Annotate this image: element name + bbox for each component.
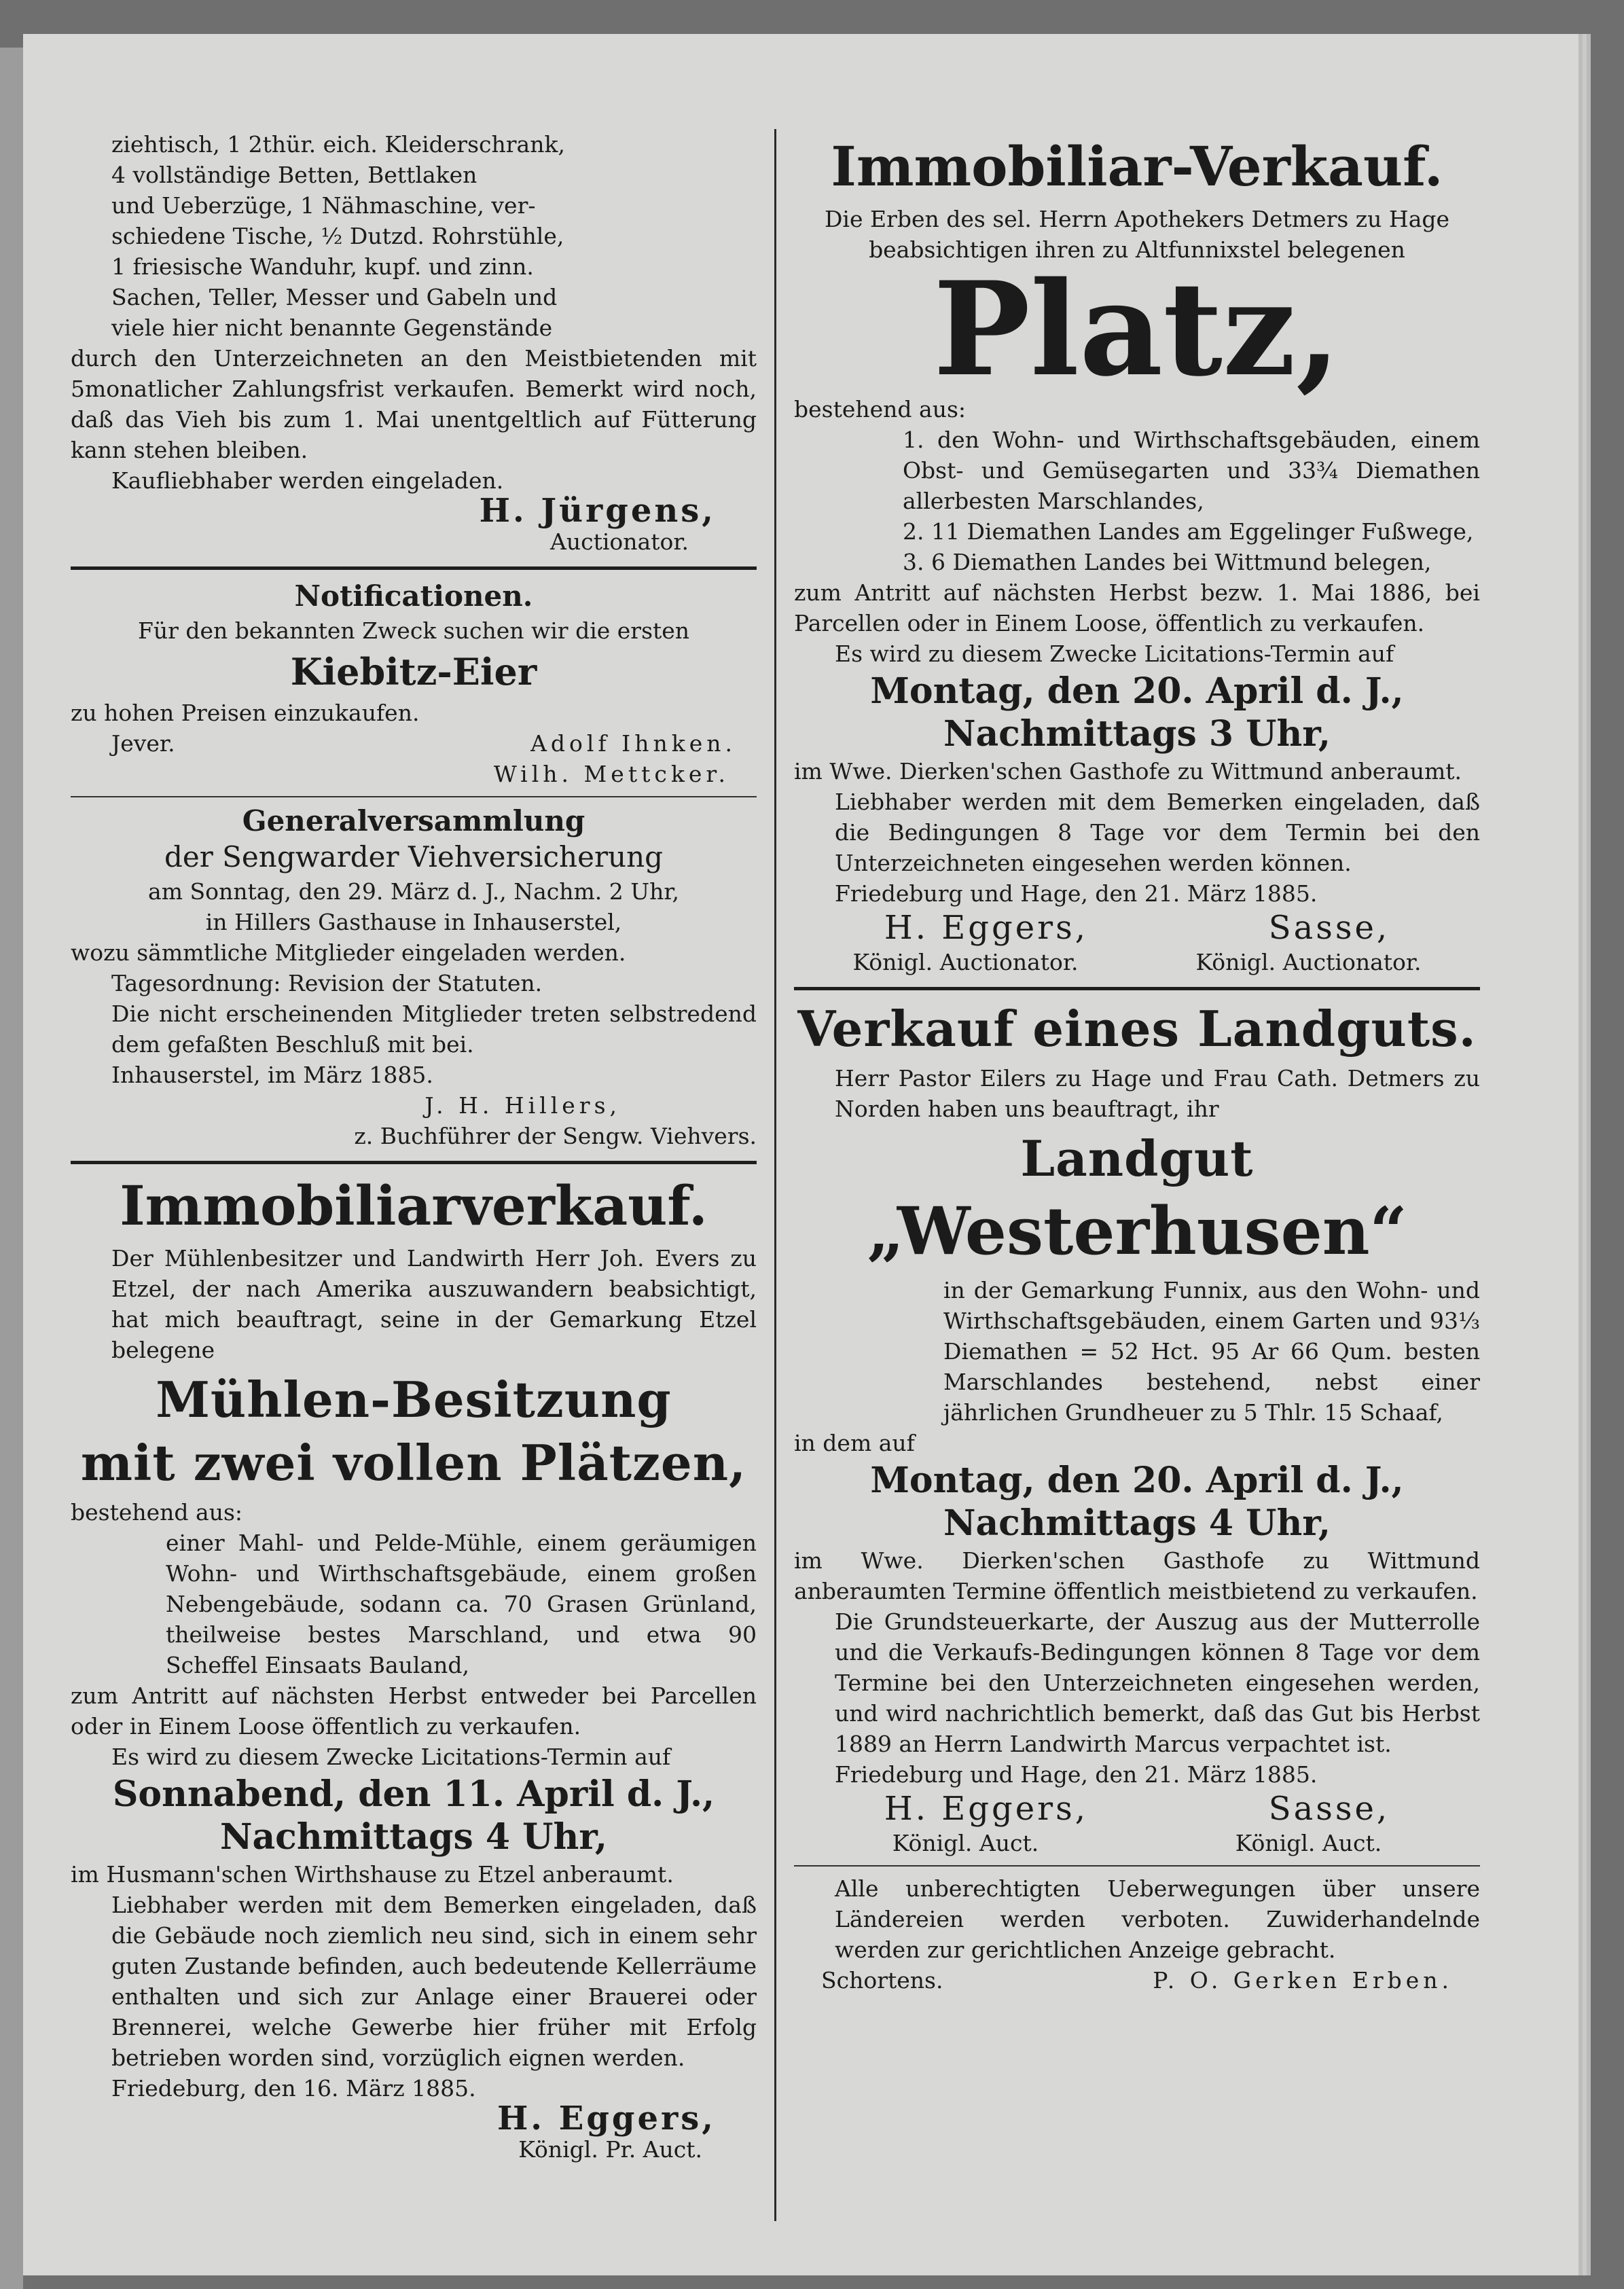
general-signature: J. H. Hillers, [425,1092,621,1119]
immo-left-signature-role: Königl. Pr. Auct. [518,2136,702,2163]
notif-signature: Adolf Ihnken. [530,730,736,757]
land-role: Königl. Auct. [892,1830,1039,1856]
immo-right-signature: Sasse, [1268,909,1390,947]
immo-right-role: Königl. Auctionator. [852,949,1079,975]
general-place: Inhauserstel, im März 1885. [111,1062,433,1088]
intro-line: 4 vollständige Betten, Bettlaken [111,162,477,188]
intro-line: 1 friesische Wanduhr, kupf. und zinn. [111,253,534,280]
left-column [71,129,757,2235]
immo-left-text: Liebhaber werden mit dem Bemerken eingeladen, daß die Gebäude noch ziemlich neu sind, sich in einem sehr guten Zustande befinden, auch bedeutende Kellerräume enthalten und sich zur Anlage einer Brauerei oder Brennerei, welche Gewerbe hier früher mit Erfolg betrieben worden sind, vorzüglich eignen werden. [111,1892,757,2071]
land-text: Herr Pastor Eilers zu Hage und Frau Cath. Detmers zu Norden haben uns beauftragt, ihr [835,1065,1480,1122]
land-signature: H. Eggers, [884,1790,1088,1828]
immo-left-text: Der Mühlenbesitzer und Landwirth Herr Joh. Evers zu Etzel, der nach Amerika auszuwandern beabsichtigt, hat mich beauftragt, seine in der Gemarkung Etzel belegene [111,1245,757,1363]
land-time: Nachmittags 4 Uhr, [943,1502,1331,1544]
land-role: Königl. Auct. [1235,1830,1382,1856]
intro-signature-role: Auctionator. [550,528,689,555]
immo-left-time: Nachmittags 4 Uhr, [219,1816,608,1858]
immo-right-role: Königl. Auctionator. [1195,949,1422,975]
intro-signature: H. Jürgens, [479,492,716,530]
general-subtitle: der Sengwarder Viehversicherung [164,840,664,873]
general-text: am Sonntag, den 29. März d. J., Nachm. 2 Uhr, [148,878,679,905]
notif-signature: Wilh. Mettcker. [493,761,729,787]
right-column [794,129,1480,2235]
immo-left-text: zum Antritt auf nächsten Herbst entweder bei Parcellen oder in Einem Loose öffentlich zu verkaufen. [71,1682,757,1740]
general-title: Generalversammlung [242,804,585,837]
land-text: in der Gemarkung Funnix, aus den Wohn- und Wirthschaftsgebäuden, einem Garten und 93⅓ Diemathen = 52 Hct. 95 Ar 66 Qum. besten Marschlandes bestehend, nebst einer jährlichen Grundheuer zu 5 Thlr. 15 Schaaf, [943,1277,1480,1426]
section-divider [71,566,757,570]
section-divider [794,987,1480,990]
immo-right-text: Die Erben des sel. Herrn Apothekers Detmers zu Hage beabsichtigen ihren zu Altfunnixstel belegenen [824,206,1450,263]
land-headline: „Westerhusen“ [867,1193,1407,1269]
immo-right-item: 2. 11 Diemathen Landes am Eggelinger Fußwege, [903,518,1474,545]
intro-invitation: Kaufliebhaber werden eingeladen. [111,467,504,494]
adjacent-page-edge [0,48,23,2289]
land-text: Die Grundsteuerkarte, der Auszug aus der Mutterrolle und die Verkaufs-Bedingungen können 8 Tage vor dem Termine bei den Unterzeichneten eingesehen werden, und wird nachrichtlich bemerkt, daß das Gut bis Herbst 1889 an Herrn Landwirth Marcus verpachtet ist. [835,1608,1480,1757]
immo-right-text: im Wwe. Dierken'schen Gasthofe zu Wittmund anberaumt. [794,758,1462,785]
intro-line: viele hier nicht benannte Gegenstände [111,314,553,341]
land-signature: Sasse, [1268,1790,1390,1828]
notif-text: Für den bekannten Zweck suchen wir die ersten [137,617,690,644]
immo-left-title: Immobiliarverkauf. [120,1174,708,1238]
immo-right-title: Immobiliar-Verkauf. [831,134,1443,198]
land-place: Friedeburg und Hage, den 21. März 1885. [835,1761,1318,1788]
notice-signature: P. O. Gerken Erben. [1153,1967,1453,1994]
notice-text: Alle unberechtigten Ueberwegungen über unsere Ländereien werden verboten. Zuwiderhandelnde werden zur gerichtlichen Anzeige gebracht. [835,1875,1480,1963]
immo-right-headline: Platz, [933,253,1341,405]
land-title: Verkauf eines Landguts. [797,1000,1477,1058]
notif-place: Jever. [111,730,175,757]
land-signatures [794,1790,1480,1828]
general-text: Die nicht erscheinenden Mitglieder treten selbstredend dem gefaßten Beschluß mit bei. [111,1001,757,1058]
immo-right-text: Es wird zu diesem Zwecke Licitations-Termin auf [835,641,1394,667]
general-signature-role: z. Buchführer der Sengw. Viehvers. [354,1123,757,1149]
immo-right-time: Nachmittags 3 Uhr, [943,713,1331,755]
section-divider [71,1161,757,1164]
immo-left-headline: mit zwei vollen Plätzen, [80,1434,747,1492]
notice-footer [794,1965,1480,1996]
immo-right-consisting: bestehend aus: [794,396,967,422]
land-date: Montag, den 20. April d. J., [870,1460,1404,1501]
notif-title: Notificationen. [294,579,533,613]
immo-left-place: Friedeburg, den 16. März 1885. [111,2075,476,2102]
immo-right-roles [794,947,1480,977]
land-text: im Wwe. Dierken'schen Gasthofe zu Wittmund anberaumten Termine öffentlich meistbietend zu verkaufen. [794,1547,1480,1604]
general-text: in Hillers Gasthause in Inhauserstel, [205,909,622,935]
immo-left-text: Es wird zu diesem Zwecke Licitations-Termin auf [111,1744,671,1770]
immo-left-text: einer Mahl- und Pelde-Mühle, einem geräumigen Wohn- und Wirthschaftsgebäude, einem großen Nebengebäude, sodann ca. 70 Grasen Grünland, theilweise bestes Marschland, und etwa 90 Scheffel Einsaats Bauland, [166,1530,757,1678]
immo-left-consisting: bestehend aus: [71,1499,243,1526]
immo-right-date: Montag, den 20. April d. J., [870,670,1404,712]
immo-left-text: im Husmann'schen Wirthshause zu Etzel anberaumt. [71,1861,674,1888]
general-text: wozu sämmtliche Mitglieder eingeladen werden. [71,939,626,966]
general-text: Tagesordnung: Revision der Statuten. [111,970,543,996]
immo-left-headline: Mühlen-Besitzung [156,1371,672,1428]
newspaper-page [23,34,1578,2275]
immo-left-signature: H. Eggers, [497,2099,716,2138]
immo-right-signatures [794,909,1480,947]
immo-right-text: Liebhaber werden mit dem Bemerken eingeladen, daß die Bedingungen 8 Tage vor dem Termin bei den Unterzeichneten eingesehen werden können. [835,789,1480,876]
immo-right-place: Friedeburg und Hage, den 21. März 1885. [835,880,1318,907]
immo-right-text: zum Antritt auf nächsten Herbst bezw. 1. Mai 1886, bei Parcellen oder in Einem Loose, öffentlich zu verkaufen. [794,579,1480,636]
land-text: in dem auf [794,1430,915,1456]
immo-right-item: 3. 6 Diemathen Landes bei Wittmund belegen, [903,549,1432,575]
intro-line: Sachen, Teller, Messer und Gabeln und [111,284,558,310]
notif-text: zu hohen Preisen einzukaufen. [71,700,420,726]
intro-line: ziehtisch, 1 2thür. eich. Kleiderschrank, [111,131,565,158]
intro-line: schiedene Tische, ½ Dutzd. Rohrstühle, [111,223,564,249]
intro-continuation: durch den Unterzeichneten an den Meistbietenden mit 5monatlicher Zahlungsfrist verkaufen. Bemerkt wird noch, daß das Vieh bis zum 1. Mai unentgeltlich auf Fütterung kann stehen bleiben. [71,345,757,463]
section-divider [794,1865,1480,1867]
column-divider [774,129,776,2221]
notif-headline: Kiebitz-Eier [290,650,537,693]
land-headline: Landgut [1020,1130,1254,1187]
section-divider [71,796,757,797]
immo-right-signature: H. Eggers, [884,909,1088,947]
intro-line: und Ueberzüge, 1 Nähmaschine, ver- [111,192,536,219]
immo-left-date: Sonnabend, den 11. April d. J., [112,1773,715,1815]
notice-place: Schortens. [821,1967,943,1994]
immo-right-item: 1. den Wohn- und Wirthschaftsgebäuden, einem Obst- und Gemüsegarten und 33¾ Diemathen allerbesten Marschlandes, [903,427,1480,514]
land-roles [794,1828,1480,1858]
